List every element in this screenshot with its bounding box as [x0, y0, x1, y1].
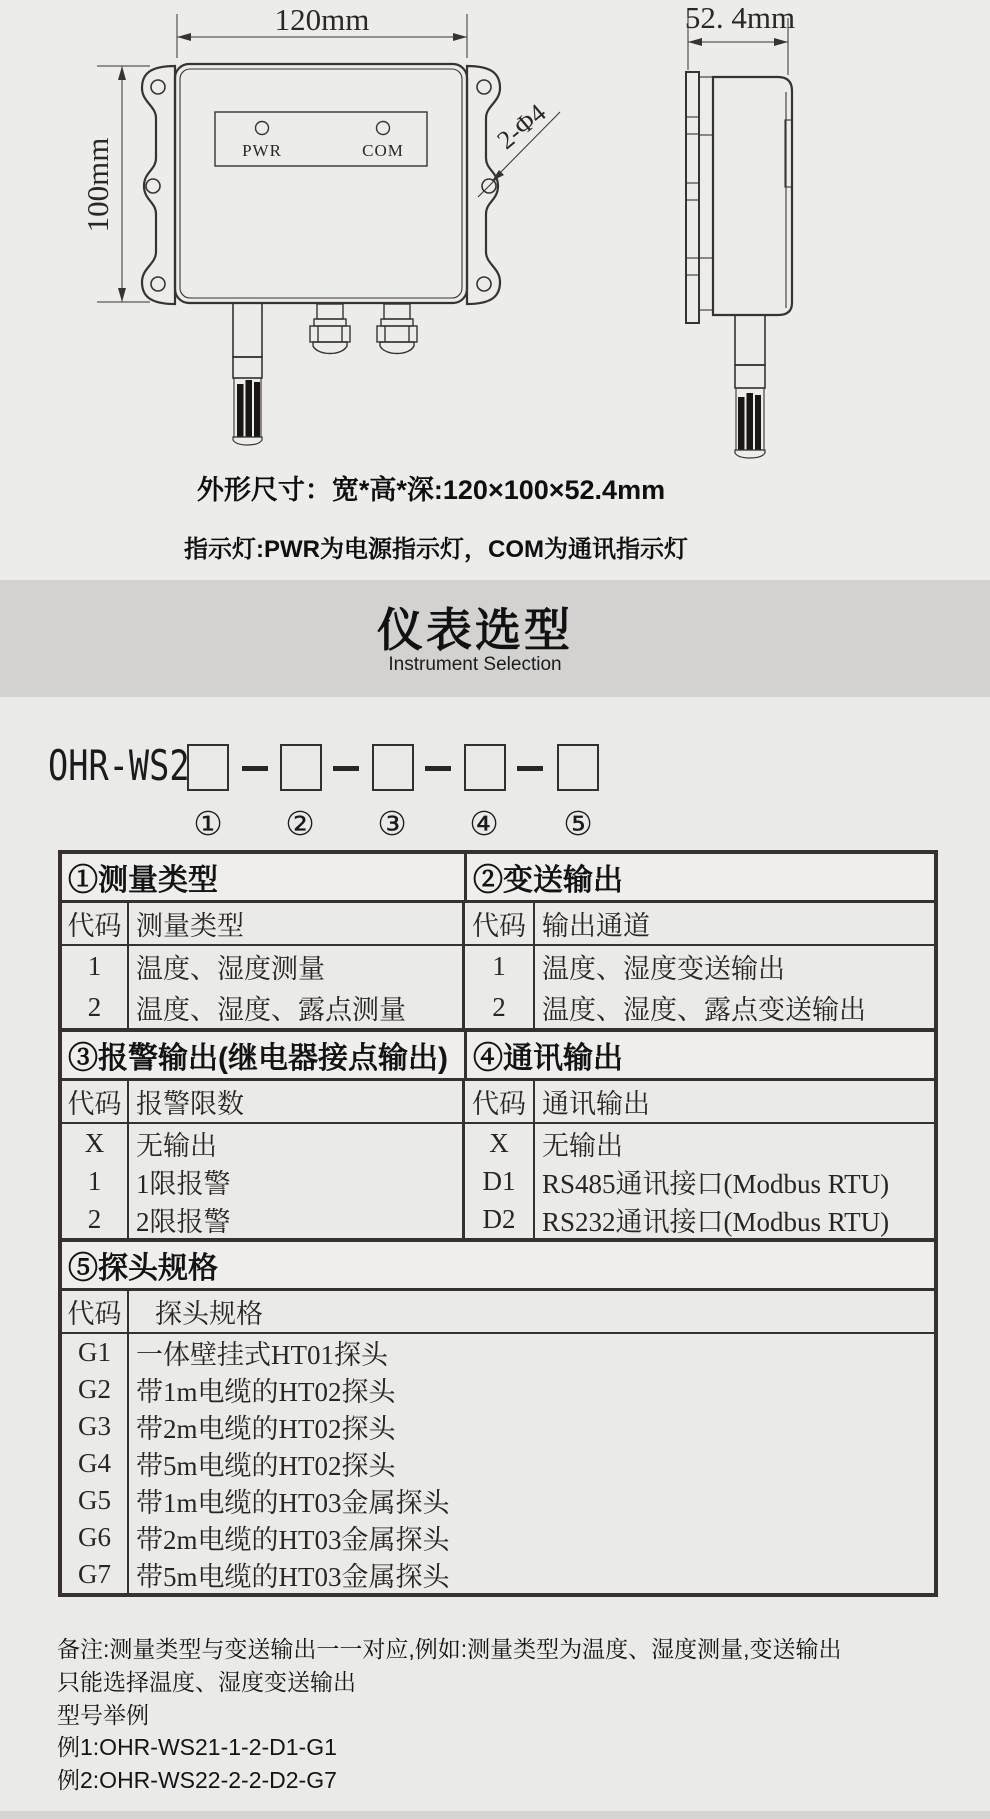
remark-line-example1: 例1:OHR-WS21-1-2-D1-G1 — [57, 1734, 337, 1761]
table-row — [62, 1556, 934, 1593]
section1-title: ①测量类型 — [62, 854, 467, 900]
remark-line: 只能选择温度、湿度变送输出 — [57, 1668, 356, 1695]
com-led — [377, 122, 390, 135]
position-number-1: ① — [193, 805, 223, 842]
position-number-5: ⑤ — [563, 805, 593, 842]
code-cell: 1 — [465, 946, 535, 987]
model-code-box-1 — [187, 744, 229, 791]
table-subheader-row — [62, 1081, 934, 1124]
mounting-hole — [151, 277, 165, 291]
value-cell: 带5m电缆的HT02探头 — [136, 1451, 396, 1481]
table-row — [62, 1519, 934, 1556]
value-cell: 带1m电缆的HT02探头 — [136, 1377, 396, 1407]
model-code-box-2 — [280, 744, 322, 791]
value-cell: 带5m电缆的HT03金属探头 — [136, 1562, 450, 1592]
col-header-comm: 通讯输出 — [542, 1089, 650, 1119]
dimensions-note: 外形尺寸：宽*高*深:120×100×52.4mm — [196, 475, 666, 505]
code-cell: 2 — [62, 1200, 129, 1238]
remark-line: 备注:测量类型与变送输出一一对应,例如:测量类型为温度、湿度测量,变送输出 — [57, 1636, 842, 1662]
remark-line: 型号举例 — [57, 1701, 149, 1728]
position-number-4: ④ — [469, 805, 499, 842]
code-cell: G4 — [62, 1445, 129, 1482]
selection-table — [58, 850, 938, 1597]
value-cell: 无输出 — [129, 1124, 465, 1162]
model-code-box-3 — [372, 744, 414, 791]
left-mounting-flange — [142, 66, 175, 304]
humidity-probe-front — [233, 303, 262, 445]
hole-callout-2-phi4: 2-Φ4 — [491, 98, 552, 155]
table-section-header-row — [62, 854, 934, 903]
table-row — [62, 1445, 934, 1482]
pwr-label: PWR — [242, 141, 282, 160]
dim-label-100mm: 100mm — [80, 137, 115, 233]
enclosure-body-side — [713, 77, 792, 315]
col-header-code: 代码 — [62, 1291, 129, 1332]
cable-gland — [377, 304, 417, 354]
col-header-type: 测量类型 — [129, 903, 465, 944]
code-cell: 1 — [62, 946, 129, 987]
value-cell: 温度、湿度、露点测量 — [129, 987, 465, 1028]
table-row — [62, 987, 934, 1028]
value-cell: 一体壁挂式HT01探头 — [136, 1340, 388, 1370]
section2-title: ②变送输出 — [473, 864, 623, 897]
code-cell: G5 — [62, 1482, 129, 1519]
value-cell: RS485通讯接口(Modbus RTU) — [542, 1168, 890, 1199]
table-subheader-row — [62, 903, 934, 946]
enclosure-body-front-inner — [180, 69, 462, 298]
value-cell: 温度、湿度、露点变送输出 — [542, 995, 866, 1025]
value-cell: 带2m电缆的HT02探头 — [136, 1414, 396, 1444]
model-dash — [425, 766, 451, 771]
dim-label-120mm: 120mm — [274, 2, 370, 37]
model-code-box-4 — [464, 744, 506, 791]
model-prefix: OHR-WS2 — [48, 741, 190, 790]
value-cell: 带1m电缆的HT03金属探头 — [136, 1488, 450, 1518]
table-section-header-row — [62, 1238, 934, 1291]
code-cell: G2 — [62, 1371, 129, 1408]
side-mounting-plate — [686, 72, 699, 323]
mounting-hole — [151, 80, 165, 94]
value-cell: 2限报警 — [129, 1200, 465, 1238]
code-cell: X — [465, 1124, 535, 1162]
code-cell: D2 — [465, 1200, 535, 1238]
position-number-3: ③ — [377, 805, 407, 842]
model-code-box-5 — [557, 744, 599, 791]
code-cell: G7 — [62, 1556, 129, 1593]
indicator-note: 指示灯:PWR为电源指示灯，COM为通讯指示灯 — [184, 536, 688, 563]
code-cell: G6 — [62, 1519, 129, 1556]
technical-drawing — [0, 0, 990, 520]
position-number-2: ② — [285, 805, 315, 842]
side-view-drawing — [686, 18, 792, 458]
section-title: 仪表选型 — [377, 604, 573, 656]
table-section-header-row — [62, 1028, 934, 1081]
table-row — [62, 1200, 934, 1238]
dim-label-52mm: 52. 4mm — [684, 0, 796, 35]
model-dash — [242, 766, 268, 771]
code-cell: X — [62, 1124, 129, 1162]
col-header-code: 代码 — [62, 903, 129, 944]
value-cell: 温度、湿度测量 — [129, 946, 465, 987]
humidity-probe-side — [735, 315, 765, 458]
model-dash — [517, 766, 543, 771]
mounting-hole — [146, 179, 160, 193]
remarks-block — [57, 1633, 957, 1797]
enclosure-body-front — [175, 64, 467, 303]
table-row — [62, 1408, 934, 1445]
section-subtitle: Instrument Selection — [388, 654, 562, 675]
table-row — [62, 946, 934, 987]
model-dash — [333, 766, 359, 771]
col-header-probe: 探头规格 — [155, 1299, 263, 1329]
code-cell: D1 — [465, 1162, 535, 1200]
value-cell: 温度、湿度变送输出 — [542, 954, 785, 984]
col-header-channel: 输出通道 — [542, 911, 650, 941]
mounting-hole — [477, 80, 491, 94]
mounting-hole — [477, 277, 491, 291]
remark-line-example2: 例2:OHR-WS22-2-2-D2-G7 — [57, 1767, 337, 1794]
section4-title: ④通讯输出 — [473, 1042, 623, 1075]
section3-title: ③报警输出(继电器接点输出) — [62, 1032, 467, 1078]
col-header-code: 代码 — [465, 903, 535, 944]
cable-gland — [310, 304, 350, 354]
value-cell: RS232通讯接口(Modbus RTU) — [542, 1206, 890, 1237]
col-header-code: 代码 — [62, 1081, 129, 1122]
pwr-led — [256, 122, 269, 135]
value-cell: 1限报警 — [129, 1162, 465, 1200]
table-subheader-row — [62, 1291, 934, 1334]
front-view-drawing — [97, 14, 792, 458]
code-cell: 1 — [62, 1162, 129, 1200]
bottom-divider-strip — [0, 1811, 990, 1819]
com-label: COM — [362, 141, 404, 160]
col-header-code: 代码 — [465, 1081, 535, 1122]
table-row — [62, 1124, 934, 1162]
value-cell: 带2m电缆的HT03金属探头 — [136, 1525, 450, 1555]
table-row — [62, 1371, 934, 1408]
table-row — [62, 1482, 934, 1519]
code-cell: G3 — [62, 1408, 129, 1445]
right-mounting-flange — [467, 66, 500, 304]
code-cell: 2 — [465, 987, 535, 1028]
section-band — [0, 580, 990, 697]
section5-title: ⑤探头规格 — [68, 1252, 218, 1285]
table-row — [62, 1162, 934, 1200]
code-cell: G1 — [62, 1334, 129, 1371]
col-header-alarm: 报警限数 — [129, 1081, 465, 1122]
value-cell: 无输出 — [542, 1130, 623, 1161]
table-row — [62, 1334, 934, 1371]
code-cell: 2 — [62, 987, 129, 1028]
